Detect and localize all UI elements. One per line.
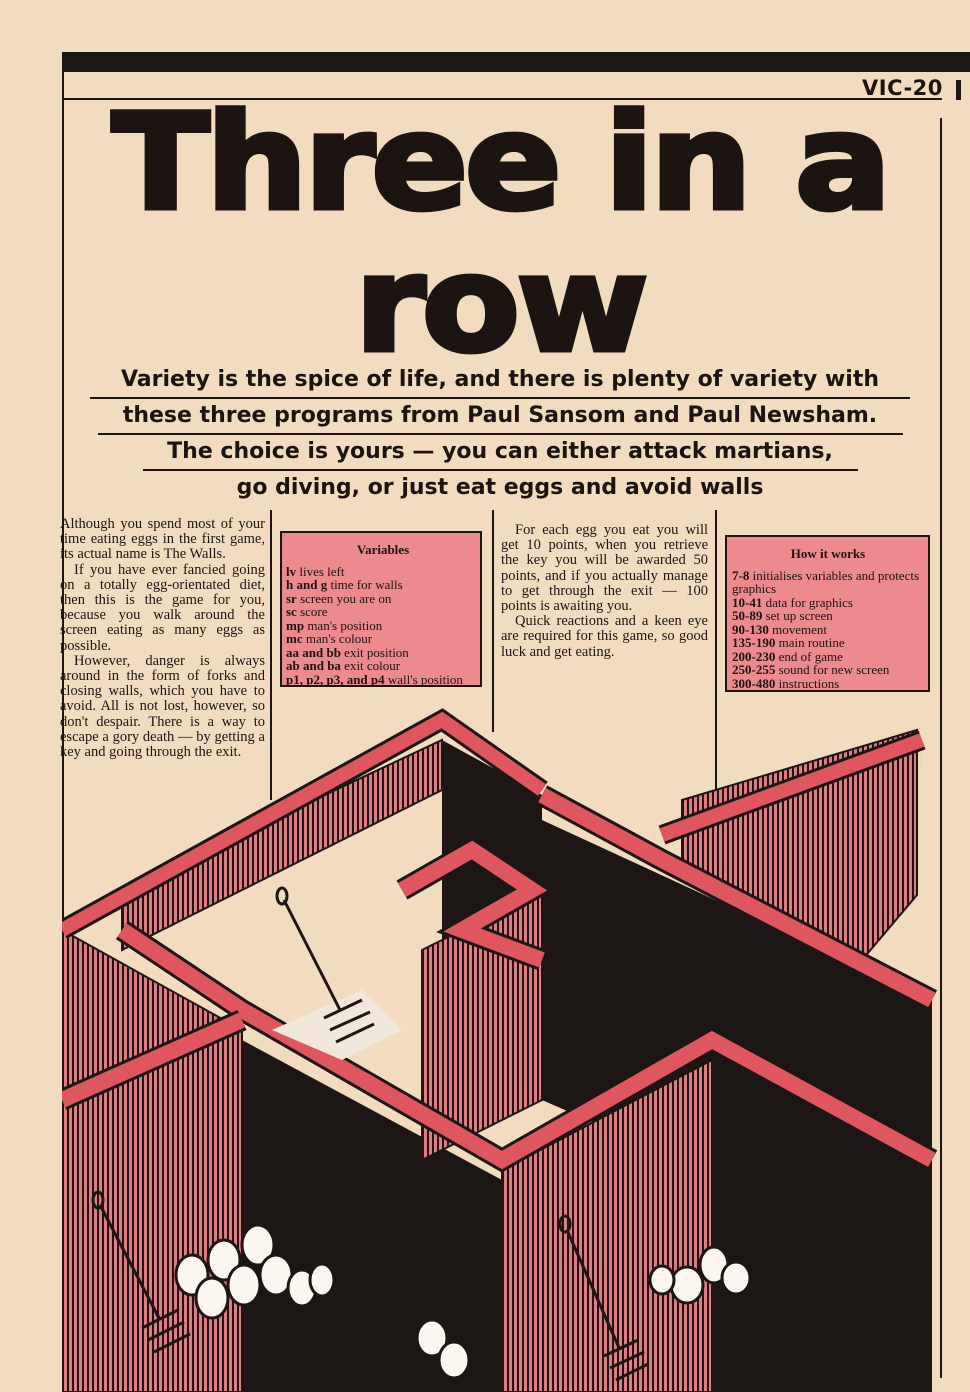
- box-row-key: 250-255: [732, 662, 776, 677]
- box-row: [286, 659, 480, 673]
- standfirst-line: Variety is the spice of life, and there is plenty of variety with: [90, 366, 910, 399]
- standfirst-line: go diving, or just eat eggs and avoid walls: [236, 475, 764, 500]
- box-row-key: 90-130: [732, 621, 769, 637]
- box-row-key: 50-89: [732, 608, 763, 623]
- box-row-desc: exit position: [344, 644, 409, 660]
- box-row-desc: man's colour: [305, 631, 373, 646]
- box-row: [732, 596, 924, 610]
- box-row-key: sc: [286, 604, 297, 619]
- box-row-desc: initialises variables and protects graphics: [732, 567, 920, 596]
- box-row-key: ab and ba: [286, 658, 341, 673]
- intro-paragraph: However, danger is always around in the form of forks and closing walls, which you have to avoid. All is not lost, however, so don't despair. There is a way to escape a gory death — by getting a key and going through the exit.: [60, 652, 265, 761]
- scoring-paragraph: For each egg you eat you will get 10 points, when you retrieve the key you will be awarded 50 points, and if you actually manage to get through the exit — 100 points is awaiting you.: [501, 522, 708, 615]
- how-it-works-title: How it works: [790, 546, 866, 561]
- box-row-desc: time for walls: [330, 577, 403, 592]
- standfirst: [66, 366, 934, 508]
- box-row-key: 7-8: [732, 567, 750, 583]
- section-tick: [956, 80, 961, 100]
- section-tag: VIC-20: [862, 76, 943, 100]
- box-row: [286, 578, 480, 592]
- box-row-desc: main routine: [778, 635, 845, 650]
- box-row: [732, 636, 924, 650]
- box-row: [286, 673, 480, 687]
- variables-box-title: Variables: [356, 542, 410, 557]
- box-row-key: h and g: [286, 577, 328, 592]
- box-row-desc: exit colour: [344, 658, 401, 673]
- box-row-key: mp: [286, 617, 305, 633]
- box-row: [286, 565, 480, 579]
- box-row: [732, 677, 924, 691]
- box-row: [732, 650, 924, 664]
- box-row-key: mc: [286, 631, 303, 646]
- box-row-key: 200-230: [732, 648, 776, 664]
- box-row: [286, 632, 480, 646]
- variables-box: [280, 531, 482, 687]
- box-row-key: 300-480: [732, 675, 776, 691]
- box-row-desc: end of game: [778, 648, 843, 664]
- box-row-desc: set up screen: [765, 608, 833, 623]
- intro-paragraph: Although you spend most of your time eating eggs in the first game, its actual name is The Walls.: [60, 516, 265, 563]
- standfirst-line: The choice is yours — you can either attack martians,: [143, 438, 858, 471]
- box-row: [286, 592, 480, 606]
- box-row-key: aa and bb: [286, 644, 341, 660]
- box-row-key: lv: [286, 563, 297, 579]
- box-row-desc: score: [300, 604, 328, 619]
- box-row-key: p1, p2, p3, and p4: [286, 671, 385, 687]
- scoring-paragraph: Quick reactions and a keen eye are required for this game, so good luck and get eating.: [501, 613, 708, 660]
- maze-illustration: [62, 700, 942, 1392]
- box-row-key: sr: [286, 590, 297, 606]
- box-row-desc: lives left: [299, 563, 345, 579]
- intro-paragraph: If you have ever fancied going on a totally egg-orientated diet, then this is the game for you, because you walk around the screen eating as many eggs as possible.: [60, 561, 265, 654]
- box-row-desc: screen you are on: [300, 590, 392, 606]
- box-row-desc: instructions: [778, 675, 840, 691]
- box-row-desc: data for graphics: [765, 594, 853, 610]
- box-row: [732, 623, 924, 637]
- how-it-works-box: [725, 535, 930, 692]
- box-row-desc: wall's position: [387, 671, 463, 687]
- box-row: [732, 569, 924, 596]
- box-row-desc: movement: [772, 621, 827, 637]
- box-row-desc: sound for new screen: [778, 662, 890, 677]
- maze-wall: [122, 740, 442, 950]
- box-row: [732, 663, 924, 677]
- box-row-key: 135-190: [732, 635, 776, 650]
- box-row: [286, 605, 480, 619]
- box-row: [286, 619, 480, 633]
- column-rule: [492, 510, 494, 732]
- box-row-key: 10-41: [732, 594, 763, 610]
- headline-line-2: row: [354, 228, 646, 382]
- headline-line-1: Three in a: [112, 86, 888, 240]
- box-row: [286, 646, 480, 660]
- standfirst-line: these three programs from Paul Sansom and Paul Newsham.: [98, 402, 903, 435]
- box-row: [732, 609, 924, 623]
- box-row-desc: man's position: [307, 617, 383, 633]
- top-black-bar: [62, 52, 970, 72]
- scoring-column: [501, 523, 708, 660]
